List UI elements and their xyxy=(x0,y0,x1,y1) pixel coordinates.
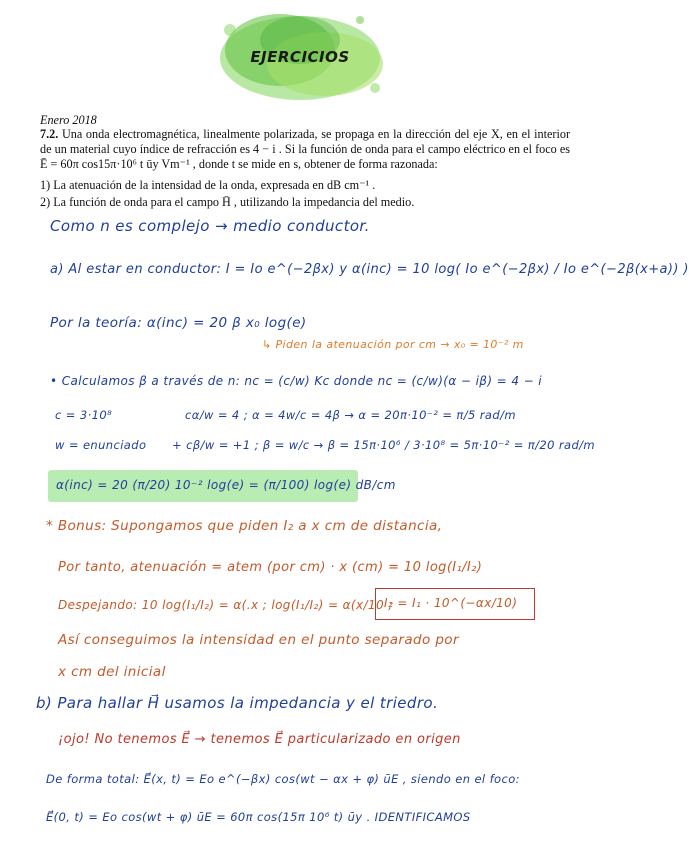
note-line-7b: + cβ/w = +1 ; β = w/c → β = 15π·10⁶ / 3·10⁸ = 5π·10⁻² = π/20 rad/m xyxy=(172,438,596,452)
problem-item-2: 2) La función de onda para el campo H̄ , utilizando la impedancia del medio. xyxy=(40,195,415,209)
note-line-11-boxed: I₂ = I₁ · 10^(−αx/10) xyxy=(384,596,518,610)
note-line-15: ¡ojo! No tenemos E⃗ → tenemos E⃗ particularizado en origen xyxy=(58,732,461,747)
note-line-1: Como n es complejo → medio conductor. xyxy=(50,217,370,235)
note-line-8: α(inc) = 20 (π/20) 10⁻² log(e) = (π/100) log(e) dB/cm xyxy=(56,478,396,492)
note-line-13: x cm del inicial xyxy=(58,664,166,680)
note-line-12: Así conseguimos la intensidad en el punto separado por xyxy=(58,632,459,648)
note-line-14: b) Para hallar H⃗ usamos la impedancia y el triedro. xyxy=(36,694,439,712)
note-line-9: * Bonus: Supongamos que piden I₂ a x cm de distancia, xyxy=(46,518,443,534)
note-line-2: a) Al estar en conductor: I = Io e^(−2βx) y α(inc) = 10 log( Io e^(−2βx) / Io e^(−2β(x+a)) ) xyxy=(50,262,689,277)
problem-items xyxy=(40,178,570,212)
problem-number: 7.2. xyxy=(40,127,59,141)
problem-item-1: 1) La atenuación de la intensidad de la onda, expresada en dB cm⁻¹ . xyxy=(40,178,376,192)
exam-date: Enero 2018 xyxy=(40,113,97,127)
note-line-7a: w = enunciado xyxy=(55,438,147,452)
note-line-6b: cα/w = 4 ; α = 4w/c = 4β → α = 20π·10⁻² = π/5 rad/m xyxy=(185,408,516,422)
problem-text: Una onda electromagnética, linealmente polarizada, se propaga en la dirección del eje X, en el interior de un material cuyo índice de refracción es 4 − i . Si la función de onda para el campo eléctrico en el foco es Ē = 60π cos15π·10⁶ t ūy Vm⁻¹ , donde t se mide en s, obtener de forma razonada: xyxy=(40,127,571,171)
note-line-5: • Calculamos β a través de n: nc = (c/w) Kc donde nc = (c/w)(α − iβ) = 4 − i xyxy=(50,374,542,388)
note-line-16: De forma total: E⃗(x, t) = Eo e^(−βx) cos(wt − αx + φ) ūE , siendo en el foco: xyxy=(46,772,520,786)
note-line-11: Despejando: 10 log(I₁/I₂) = α(.x ; log(I₁/I₂) = α(x/10 ; xyxy=(58,598,393,612)
note-line-4: ↳ Piden la atenuación por cm → x₀ = 10⁻² m xyxy=(262,338,524,351)
note-line-3: Por la teoría: α(inc) = 20 β x₀ log(e) xyxy=(50,315,307,331)
note-line-10: Por tanto, atenuación = atem (por cm) · x (cm) = 10 log(I₁/I₂) xyxy=(58,560,483,575)
note-line-17: E⃗(0, t) = Eo cos(wt + φ) ūE = 60π cos(15π 10⁶ t) ūy . IDENTIFICAMOS xyxy=(46,810,471,824)
note-line-6a: c = 3·10⁸ xyxy=(55,408,113,422)
problem-statement xyxy=(40,127,570,172)
page-heading: EJERCICIOS xyxy=(250,48,350,66)
